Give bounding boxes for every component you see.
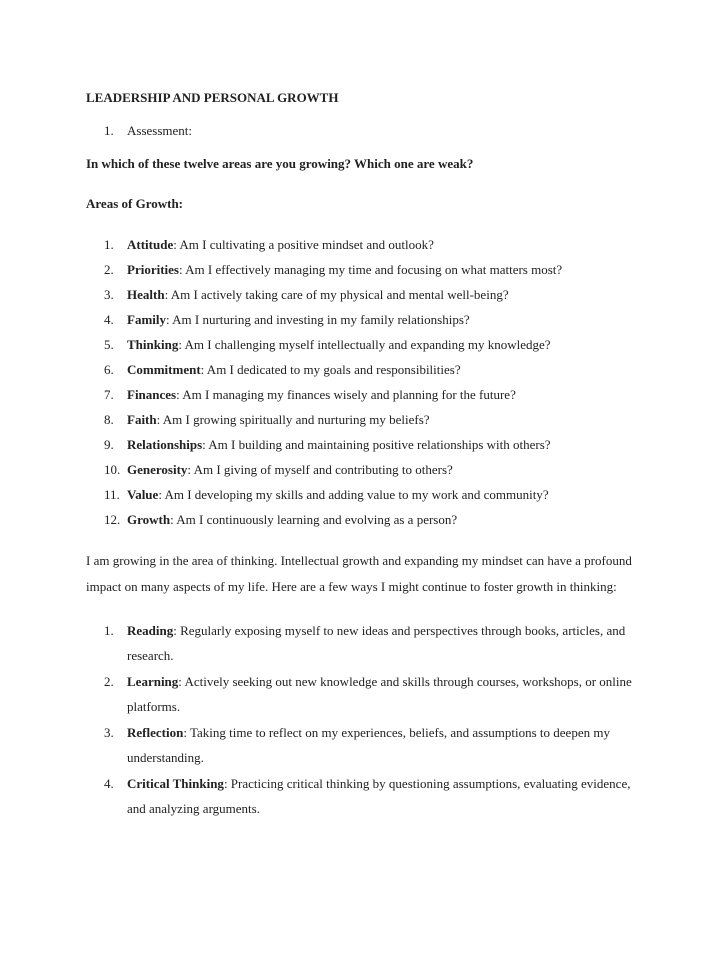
areas-heading: Areas of Growth: bbox=[86, 196, 184, 211]
area-item bbox=[86, 511, 660, 536]
area-number: 3. bbox=[104, 287, 114, 302]
way-number: 1. bbox=[104, 623, 114, 638]
area-number: 12. bbox=[104, 512, 121, 527]
section-label: Assessment: bbox=[127, 123, 192, 138]
way-item bbox=[86, 618, 660, 668]
way-item bbox=[86, 771, 660, 821]
area-text: : Am I effectively managing my time and focusing on what matters most? bbox=[178, 262, 563, 277]
way-number: 3. bbox=[104, 725, 114, 740]
area-item bbox=[86, 461, 660, 486]
area-term: Growth bbox=[127, 512, 171, 527]
area-number: 7. bbox=[104, 387, 114, 402]
area-text: : Am I continuously learning and evolving as a person? bbox=[170, 512, 458, 527]
area-number: 4. bbox=[104, 312, 114, 327]
area-item bbox=[86, 486, 660, 511]
area-item bbox=[86, 311, 660, 336]
area-term: Value bbox=[127, 487, 159, 502]
area-term: Faith bbox=[127, 412, 157, 427]
area-text: : Am I actively taking care of my physical and mental well-being? bbox=[164, 287, 509, 302]
area-text: : Am I growing spiritually and nurturing my beliefs? bbox=[156, 412, 430, 427]
section-list bbox=[86, 122, 660, 140]
area-number: 11. bbox=[104, 487, 120, 502]
area-term: Relationships bbox=[127, 437, 203, 452]
way-term: Learning bbox=[127, 674, 179, 689]
area-number: 10. bbox=[104, 462, 121, 477]
way-text: : Actively seeking out new knowledge and skills through courses, workshops, or online platforms. bbox=[127, 674, 632, 714]
area-text: : Am I cultivating a positive mindset and outlook? bbox=[173, 237, 434, 252]
area-term: Health bbox=[127, 287, 165, 302]
way-text: : Taking time to reflect on my experiences, beliefs, and assumptions to deepen my understanding. bbox=[127, 725, 610, 765]
way-text: : Practicing critical thinking by questioning assumptions, evaluating evidence, and analyzing arguments. bbox=[127, 776, 631, 816]
area-term: Priorities bbox=[127, 262, 179, 277]
area-item bbox=[86, 286, 660, 311]
areas-list bbox=[86, 236, 660, 536]
way-item bbox=[86, 669, 660, 719]
area-term: Family bbox=[127, 312, 166, 327]
way-term: Reflection bbox=[127, 725, 184, 740]
section-item bbox=[86, 122, 660, 140]
area-item bbox=[86, 261, 660, 286]
area-item bbox=[86, 361, 660, 386]
way-item bbox=[86, 720, 660, 770]
way-term: Critical Thinking bbox=[127, 776, 224, 791]
area-text: : Am I nurturing and investing in my family relationships? bbox=[166, 312, 470, 327]
area-number: 8. bbox=[104, 412, 114, 427]
area-item bbox=[86, 236, 660, 261]
area-term: Attitude bbox=[127, 237, 174, 252]
section-number: 1. bbox=[104, 123, 114, 138]
area-term: Commitment bbox=[127, 362, 201, 377]
area-term: Generosity bbox=[127, 462, 188, 477]
way-term: Reading bbox=[127, 623, 174, 638]
area-item bbox=[86, 436, 660, 461]
area-term: Finances bbox=[127, 387, 177, 402]
area-text: : Am I building and maintaining positive relationships with others? bbox=[202, 437, 551, 452]
area-term: Thinking bbox=[127, 337, 179, 352]
area-item bbox=[86, 411, 660, 436]
assessment-question: In which of these twelve areas are you growing? Which one are weak? bbox=[86, 156, 474, 171]
area-text: : Am I dedicated to my goals and responsibilities? bbox=[200, 362, 461, 377]
way-number: 4. bbox=[104, 776, 114, 791]
document-title: LEADERSHIP AND PERSONAL GROWTH bbox=[86, 90, 339, 105]
area-number: 1. bbox=[104, 237, 114, 252]
way-number: 2. bbox=[104, 674, 114, 689]
area-number: 6. bbox=[104, 362, 114, 377]
area-item bbox=[86, 386, 660, 411]
way-text: : Regularly exposing myself to new ideas and perspectives through books, articles, and research. bbox=[127, 623, 626, 663]
area-number: 5. bbox=[104, 337, 114, 352]
area-text: : Am I challenging myself intellectually and expanding my knowledge? bbox=[178, 337, 551, 352]
area-text: : Am I managing my finances wisely and planning for the future? bbox=[176, 387, 516, 402]
area-text: : Am I developing my skills and adding value to my work and community? bbox=[158, 487, 549, 502]
area-item bbox=[86, 336, 660, 361]
ways-list bbox=[86, 618, 660, 821]
thinking-paragraph: I am growing in the area of thinking. Intellectual growth and expanding my mindset can have a profound impact on many aspects of my life. Here are a few ways I might continue to foster growth in thinking: bbox=[86, 553, 632, 594]
area-number: 2. bbox=[104, 262, 114, 277]
area-number: 9. bbox=[104, 437, 114, 452]
area-text: : Am I giving of myself and contributing to others? bbox=[187, 462, 453, 477]
